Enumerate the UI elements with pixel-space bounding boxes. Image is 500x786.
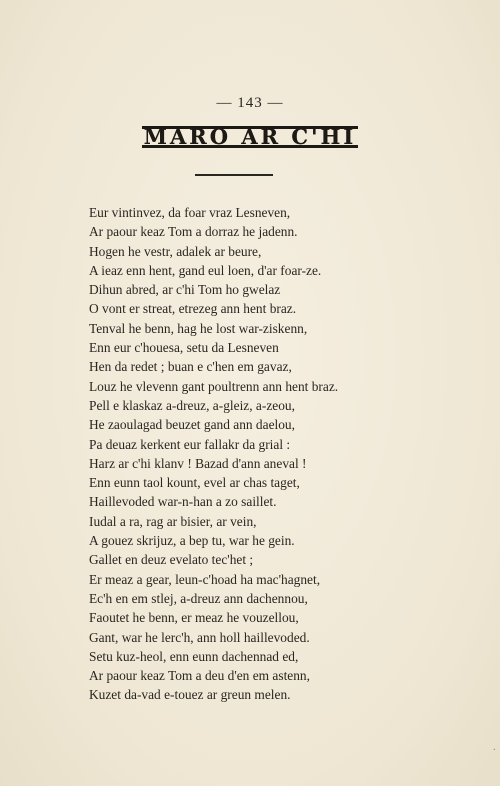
poem-line: Haillevoded war-n-han a zo saillet. bbox=[89, 494, 277, 510]
poem-line: Faoutet he benn, er meaz he vouzellou, bbox=[89, 610, 299, 626]
poem-line: Setu kuz-heol, enn eunn dachennad ed, bbox=[89, 648, 299, 664]
poem-line: O vont er streat, etrezeg ann hent braz. bbox=[89, 301, 297, 317]
poem-line: Iudal a ra, rag ar bisier, ar vein, bbox=[89, 513, 257, 529]
page-number: — 143 — bbox=[216, 95, 284, 111]
poem-line: Hogen he vestr, adalek ar beure, bbox=[89, 243, 262, 259]
poem-title-text: MARO AR C'HI bbox=[143, 124, 357, 149]
poem-line: A gouez skrijuz, a bep tu, war he gein. bbox=[89, 533, 295, 549]
poem-title bbox=[0, 124, 500, 149]
poem-line: Enn eunn taol kount, evel ar chas taget, bbox=[89, 475, 300, 491]
poem-line: Ar paour keaz Tom a dorraz he jadenn. bbox=[89, 224, 298, 240]
corner-speck: · bbox=[492, 745, 496, 756]
poem-line: Gallet en deuz evelato tec'het ; bbox=[89, 552, 254, 568]
poem-line: Ec'h en em stlej, a-dreuz ann dachennou, bbox=[89, 590, 308, 606]
poem-line: Eur vintinvez, da foar vraz Lesneven, bbox=[89, 205, 291, 220]
poem-line: Louz he vlevenn gant poultrenn ann hent braz. bbox=[89, 378, 339, 394]
poem-line: Kuzet da-vad e-touez ar greun melen. bbox=[89, 687, 291, 703]
poem-line: Ar paour keaz Tom a deu d'en em astenn, bbox=[89, 668, 310, 684]
poem-line: He zaoulagad beuzet gand ann daelou, bbox=[89, 417, 295, 433]
title-divider bbox=[195, 174, 273, 176]
poem-line: Gant, war he lerc'h, ann holl haillevoded. bbox=[89, 629, 310, 645]
poem-line: A ieaz enn hent, gand eul loen, d'ar foar-ze. bbox=[89, 262, 322, 278]
poem-line: Dihun abred, ar c'hi Tom ho gwelaz bbox=[89, 282, 281, 298]
poem-line: Harz ar c'hi klanv ! Bazad d'ann aneval ! bbox=[89, 455, 307, 471]
poem-line: Tenval he benn, hag he lost war-ziskenn, bbox=[89, 320, 308, 336]
poem-line: Hen da redet ; buan e c'hen em gavaz, bbox=[89, 359, 292, 375]
poem-line: Er meaz a gear, leun-c'hoad ha mac'hagnet, bbox=[89, 571, 321, 587]
poem-line: Pa deuaz kerkent eur fallakr da grial : bbox=[89, 436, 291, 452]
poem-line: Pell e klaskaz a-dreuz, a-gleiz, a-zeou, bbox=[89, 397, 295, 413]
poem-body bbox=[89, 203, 409, 705]
poem-line: Enn eur c'houesa, setu da Lesneven bbox=[89, 340, 279, 356]
